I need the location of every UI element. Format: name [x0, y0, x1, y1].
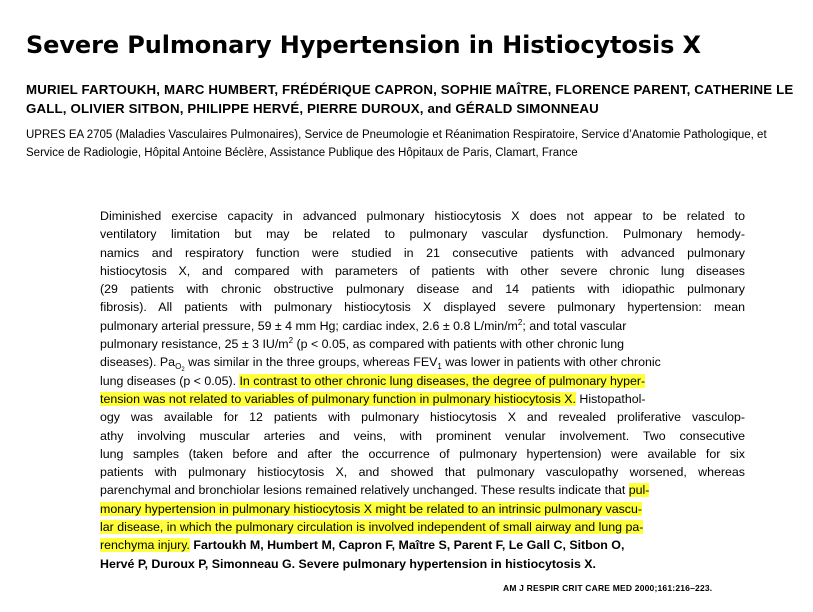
journal-citation: AM J RESPIR CRIT CARE MED 2000;161:216–223. [503, 583, 713, 593]
abstract-text: parenchymal and bronchiolar lesions remained relatively unchanged. These results indicate that [100, 483, 629, 498]
highlighted-text: tension was not related to variables of pulmonary function in pulmonary histiocytosis X. [100, 391, 576, 406]
abstract-line: patients with pulmonary histiocytosis X, and showed that pulmonary vasculopathy worsened, whereas [100, 465, 745, 480]
superscript: 2 [288, 336, 294, 346]
abstract [100, 207, 745, 573]
abstract-line: Diminished exercise capacity in advanced pulmonary histiocytosis X does not appear to be related to [100, 209, 745, 223]
author-list: MURIEL FARTOUKH, MARC HUMBERT, FRÉDÉRIQUE CAPRON, SOPHIE MAÎTRE, FLORENCE PARENT, CATHERINE LE GALL, OLIVIER SITBON, PHILIPPE HERVÉ, PIERRE DUROUX, and GÉRALD SIMONNEAU [26, 82, 794, 116]
abstract-line [100, 500, 745, 518]
abstract-line: ventilatory limitation but may be related to pulmonary vascular dysfunction. Pulmonary hemody- [100, 227, 745, 242]
abstract-text: was lower in patients with other chronic [441, 355, 661, 370]
abstract-line [100, 317, 745, 335]
abstract-text: diseases). Pa [100, 355, 176, 370]
abstract-line [100, 518, 745, 536]
abstract-text: pulmonary arterial pressure, 59 ± 4 mm Hg; cardiac index, 2.6 ± 0.8 L/min/m [100, 318, 518, 333]
highlighted-text: renchyma injury. [100, 538, 190, 553]
abstract-line: namics and respiratory function were studied in 21 consecutive patients with advanced pulmonary [100, 245, 745, 260]
highlighted-text: In contrast to other chronic lung diseases, the degree of pulmonary hyper- [239, 373, 646, 388]
citation-title: Hervé P, Duroux P, Simonneau G. Severe pulmonary hypertension in histiocytosis X. [100, 556, 597, 571]
abstract-line [100, 555, 745, 573]
abstract-line [100, 390, 745, 408]
abstract-line: ogy was available for 12 patients with pulmonary histiocytosis X and revealed proliferative vasculop- [100, 410, 745, 425]
highlighted-text: lar disease, in which the pulmonary circulation is involved independent of small airway and lung pa- [100, 520, 644, 535]
highlighted-text: pul- [628, 483, 650, 498]
subscript-text: O [175, 362, 182, 372]
abstract-text: ; and total vascular [522, 318, 627, 333]
abstract-text: (p < 0.05, as compared with patients with other chronic lung [293, 337, 625, 352]
citation-authors: Fartoukh M, Humbert M, Capron F, Maître S, Parent F, Le Gall C, Sitbon O, [189, 538, 625, 553]
author-affiliation: UPRES EA 2705 (Maladies Vasculaires Pulmonaires), Service de Pneumologie et Réanimation Respiratoire, Service d’Anatomie Pathologique, et Service de Radiologie, Hôpital Antoine Béclère, Assistance Publique des Hôpitaux de Paris, Clamart, France [26, 129, 767, 159]
abstract-line: lung samples (taken before and after the occurrence of pulmonary hypertension) were available for six [100, 446, 745, 461]
superscript: 2 [517, 317, 523, 327]
abstract-line [100, 335, 745, 353]
abstract-text: was similar in the three groups, whereas FEV [184, 355, 438, 370]
abstract-line: histiocytosis X, and compared with parameters of patients with other severe chronic lung diseases [100, 263, 745, 278]
abstract-text: pulmonary resistance, 25 ± 3 IU/m [100, 337, 289, 352]
subscript: 1 [437, 362, 442, 372]
subscript [175, 362, 185, 374]
abstract-line: (29 patients with chronic obstructive pulmonary disease and 14 patients with idiopathic pulmonary [100, 282, 745, 297]
abstract-line [100, 481, 745, 499]
abstract-line: athy involving muscular arteries and veins, with prominent venular involvement. Two consecutive [100, 428, 745, 443]
abstract-line [100, 536, 745, 554]
abstract-line [100, 353, 745, 374]
abstract-text: Histopathol- [575, 391, 646, 406]
abstract-text: lung diseases (p < 0.05). [100, 373, 240, 388]
highlighted-text: monary hypertension in pulmonary histiocytosis X might be related to an intrinsic pulmonary vascu- [100, 501, 642, 516]
article-title: Severe Pulmonary Hypertension in Histiocytosis X [26, 31, 701, 59]
abstract-line [100, 372, 745, 390]
abstract-line: fibrosis). All patients with pulmonary histiocytosis X displayed severe pulmonary hypertension: mean [100, 300, 745, 315]
subscript-text: 2 [181, 367, 185, 374]
